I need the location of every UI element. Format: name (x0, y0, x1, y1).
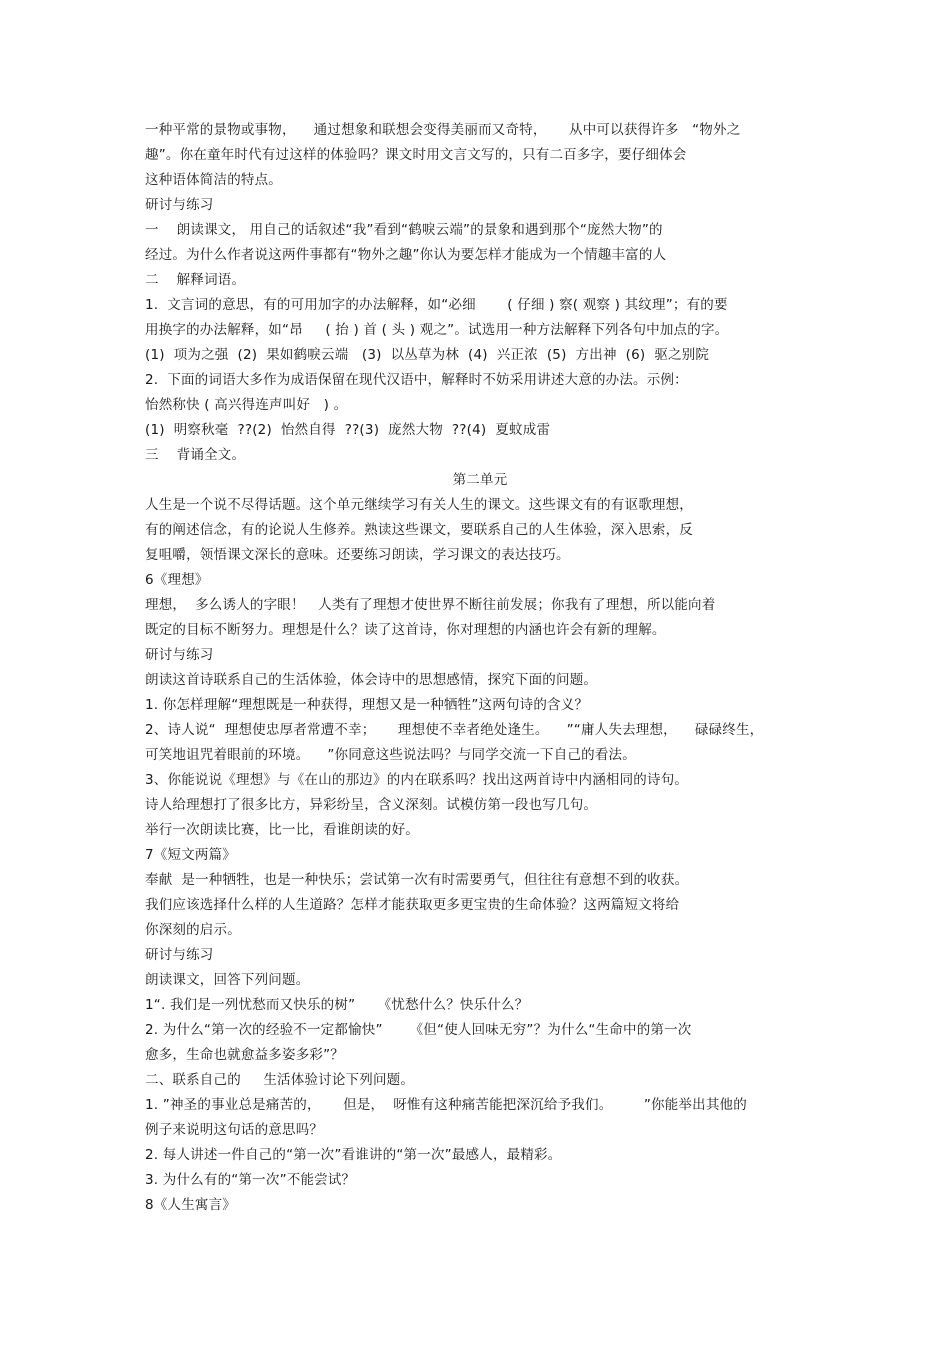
text-line: 经过。为什么作者说这两件事都有“物外之趣”你认为要怎样才能成为一个情趣丰富的人 (145, 247, 667, 263)
text-line: 举行一次朗读比赛，比一比，看谁朗读的好。 (145, 822, 419, 838)
text-line: 二、联系自己的 生活体验讨论下列问题。 (145, 1072, 415, 1088)
text-line: 3、你能说说《理想》与《在山的那边》的内在联系吗？找出这两首诗中内涵相同的诗句。 (145, 772, 689, 788)
text-line: 我们应该选择什么样的人生道路？怎样才能获取更多更宝贵的生命体验？这两篇短文将给 (145, 897, 680, 913)
text-line: 朗读课文，回答下列问题。 (145, 972, 310, 988)
text-line: 朗读这首诗联系自己的生活体验，体会诗中的思想感情，探究下面的问题。 (145, 672, 598, 688)
text-line: 3. 为什么有的“第一次”不能尝试？ (145, 1172, 356, 1188)
text-line: 一 朗读课文， 用自己的话叙述“我”看到“鹤唳云端”的景象和遇到那个“庞然大物”的 (145, 222, 663, 238)
unit-heading: 第二单元 (452, 472, 508, 488)
lesson-title: 8《人生寓言》 (145, 1197, 236, 1213)
text-line: 1. 你怎样理解“理想既是一种获得，理想又是一种牺牲”这两句诗的含义？ (145, 697, 589, 713)
text-line: 怡然称快 ( 高兴得连声叫好 ) 。 (145, 397, 348, 413)
text-line: (1) 明察秋毫 ??(2) 怡然自得 ??(3) 庞然大物 ??(4) 夏蚊成雷 (145, 422, 551, 438)
text-line: 复咀嚼，领悟课文深长的意味。还要练习朗读，学习课文的表达技巧。 (145, 547, 570, 563)
text-line: 你深刻的启示。 (145, 922, 241, 938)
text-line: 例子来说明这句话的意思吗？ (145, 1122, 324, 1138)
text-line: 2. 为什么“第一次的经验不一定都愉快” 《但“使人回味无穷”？为什么“生命中的第一次 (145, 1022, 692, 1038)
text-line: 一种平常的景物或事物， 通过想象和联想会变得美丽而又奇特， 从中可以获得许多 “物外之 (145, 122, 741, 138)
text-line: 1. 文言词的意思，有的可用加字的办法解释，如“必细 ( 仔细 ) 察( 观察 ) 其纹理”；有的要 (145, 297, 728, 313)
text-line: 2. 每人讲述一件自己的“第一次”看谁讲的“第一次”最感人，最精彩。 (145, 1147, 562, 1163)
text-line: 理想， 多么诱人的字眼！ 人类有了理想才使世界不断往前发展；你我有了理想，所以能向着 (145, 597, 716, 613)
text-line: 三 背诵全文。 (145, 447, 246, 463)
lesson-title: 7《短文两篇》 (145, 847, 236, 863)
text-line: 1“. 我们是一列忧愁而又快乐的树” 《忧愁什么？快乐什么？ (145, 997, 529, 1013)
text-line: 用换字的办法解释，如“昂 ( 抬 ) 首 ( 头 ) 观之”。试选用一种方法解释下列各句中加点的字。 (145, 322, 729, 338)
text-line: 奉献 是一种牺牲，也是一种快乐；尝试第一次有时需要勇气，但往往有意想不到的收获。 (145, 872, 689, 888)
text-line: 这种语体简洁的特点。 (145, 172, 282, 188)
text-line: 既定的目标不断努力。理想是什么？读了这首诗，你对理想的内涵也许会有新的理解。 (145, 622, 666, 638)
section-heading: 研讨与练习 (145, 647, 214, 663)
text-line: 1. ”神圣的事业总是痛苦的， 但是， 呀惟有这种痛苦能把深沉给予我们。 ”你能举出其他的 (145, 1097, 747, 1113)
text-line: 趣”。你在童年时代有过这样的体验吗？课文时用文言文写的，只有二百多字，要仔细体会 (145, 147, 687, 163)
text-line: 人生是一个说不尽得话题。这个单元继续学习有关人生的课文。这些课文有的有讴歌理想， (145, 497, 693, 513)
section-heading: 研讨与练习 (145, 947, 214, 963)
text-line: (1) 项为之强 (2) 果如鹤唳云端 (3) 以丛草为林 (4) 兴正浓 (5) 方出神 (6) 驱之别院 (145, 347, 710, 363)
section-heading: 研讨与练习 (145, 197, 214, 213)
text-line: 二 解释词语。 (145, 272, 246, 288)
document-body (145, 118, 815, 1218)
lesson-title: 6《理想》 (145, 572, 209, 588)
text-line: 2. 下面的词语大多作为成语保留在现代汉语中，解释时不妨采用讲述大意的办法。示例： (145, 372, 688, 388)
text-line: 诗人给理想打了很多比方，异彩纷呈，含义深刻。试模仿第一段也写几句。 (145, 797, 598, 813)
text-line: 可笑地诅咒着眼前的环境。 ”你同意这些说法吗？与同学交流一下自己的看法。 (145, 747, 636, 763)
text-line: 愈多，生命也就愈益多姿多彩”？ (145, 1047, 344, 1063)
text-line: 有的阐述信念，有的论说人生修养。熟读这些课文，要联系自己的人生体验，深入思索，反 (145, 522, 693, 538)
text-line: 2、诗人说“ 理想使忠厚者常遭不幸； 理想使不幸者绝处逢生。 ”“庸人失去理想， 碌碌终生， (145, 722, 764, 738)
